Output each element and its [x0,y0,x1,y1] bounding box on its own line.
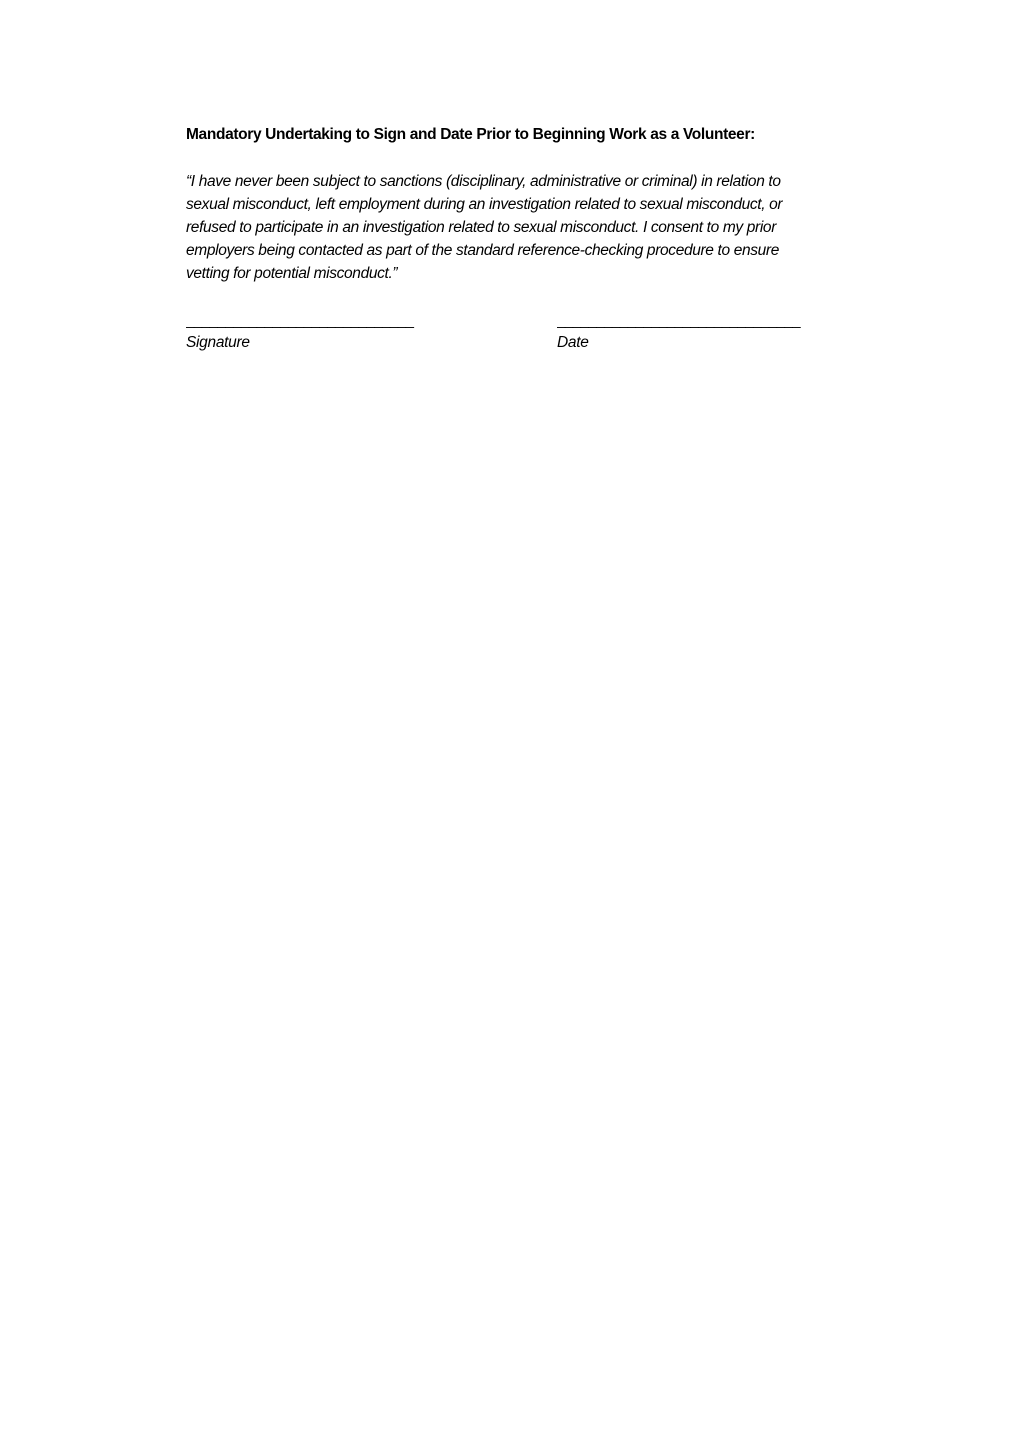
signature-block [186,312,458,352]
statement-line-2: sexual misconduct, left employment during an investigation related to sexual misconduct, or [186,196,783,213]
signature-line[interactable]: _____________________________ [186,312,414,329]
date-block [557,312,849,352]
undertaking-statement [186,170,902,285]
statement-line-5: vetting for potential misconduct.” [186,265,398,282]
statement-line-4: employers being contacted as part of the standard reference-checking procedure to ensure [186,242,780,259]
date-label: Date [557,334,589,351]
page-title: Mandatory Undertaking to Sign and Date Prior to Beginning Work as a Volunteer: [186,126,755,143]
signature-label: Signature [186,334,250,351]
date-line[interactable]: _______________________________ [557,312,801,329]
statement-line-1: “I have never been subject to sanctions (disciplinary, administrative or criminal) in relation to [186,173,781,190]
statement-line-3: refused to participate in an investigation related to sexual misconduct. I consent to my prior [186,219,777,236]
